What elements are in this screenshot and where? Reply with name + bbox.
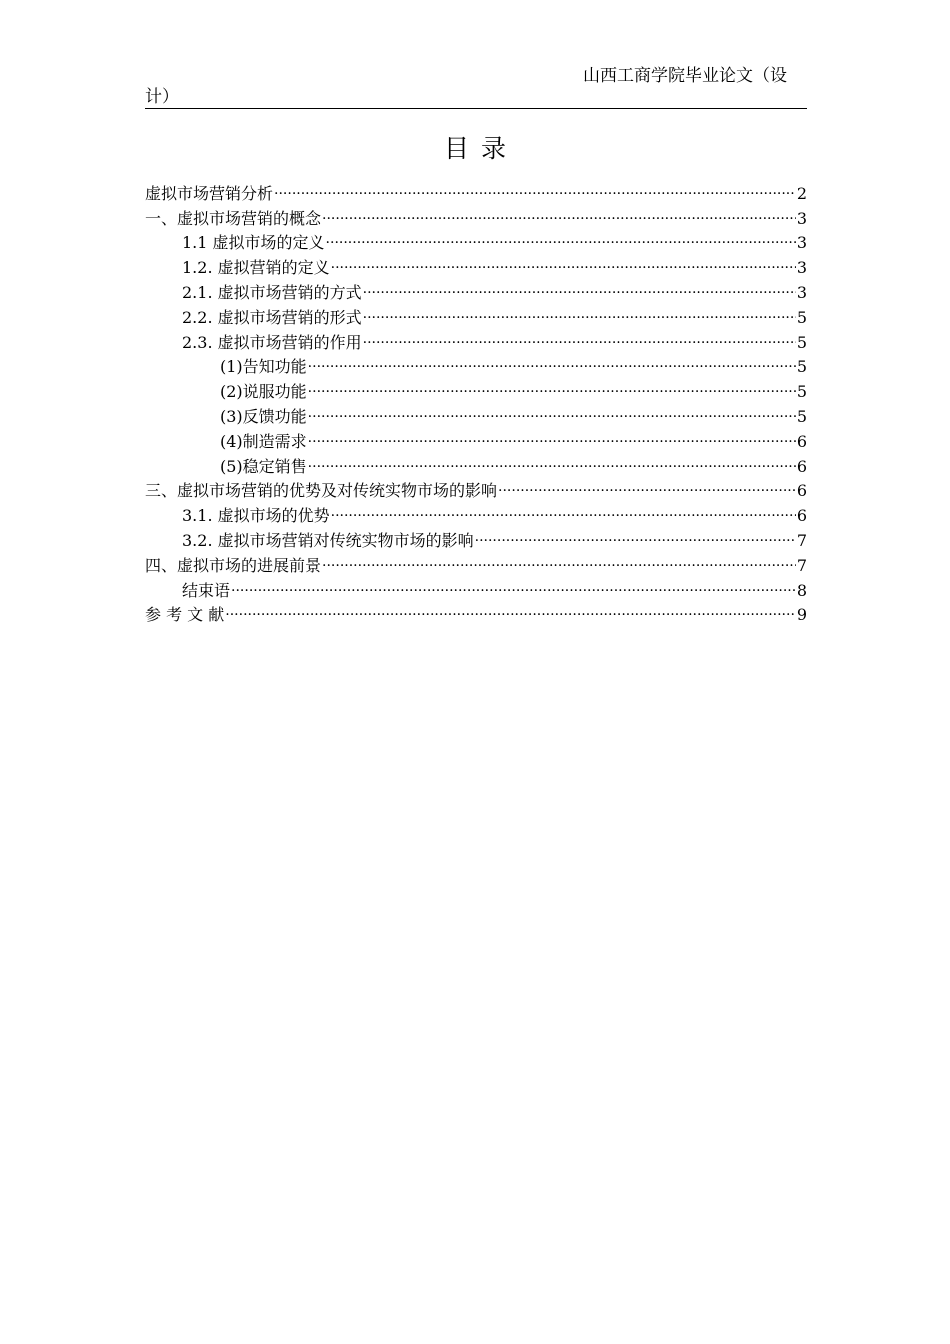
toc-entry-page-number: 6 — [796, 456, 807, 476]
toc-dot-leader — [274, 174, 796, 199]
toc-dot-leader — [363, 273, 796, 298]
toc-entry-page-number: 8 — [796, 580, 807, 600]
page-header — [145, 64, 807, 109]
toc-entry-label: (2)说服功能 — [220, 382, 307, 402]
toc-dot-leader — [331, 248, 796, 273]
toc-entry[interactable] — [145, 571, 807, 600]
toc-dot-leader — [475, 521, 796, 546]
toc-entry-label: 结束语 — [182, 580, 231, 600]
toc-entry-page-number: 7 — [796, 530, 807, 550]
toc-dot-leader — [331, 496, 796, 521]
toc-entry-label: 1.1 虚拟市场的定义 — [182, 233, 325, 253]
toc-entry-label: (3)反馈功能 — [220, 406, 307, 426]
toc-dot-leader — [308, 447, 796, 472]
toc-entry-page-number: 3 — [796, 233, 807, 253]
toc-dot-leader — [308, 397, 796, 422]
header-text-line1: 山西工商学院毕业论文（设 — [583, 66, 787, 86]
toc-dot-leader — [326, 224, 796, 249]
toc-entry-page-number: 5 — [796, 357, 807, 377]
toc-entry-label: 2.3. 虚拟市场营销的作用 — [182, 332, 362, 352]
toc-entry-label: 四、虚拟市场的进展前景 — [145, 555, 322, 575]
toc-entry[interactable] — [145, 174, 807, 203]
toc-entry-label: (5)稳定销售 — [220, 456, 307, 476]
toc-dot-leader — [308, 422, 796, 447]
table-of-contents — [145, 174, 807, 625]
toc-entry-page-number: 6 — [796, 506, 807, 526]
toc-entry-label: 2.1. 虚拟市场营销的方式 — [182, 282, 362, 302]
toc-entry-label: 3.1. 虚拟市场的优势 — [182, 506, 330, 526]
toc-dot-leader — [322, 546, 796, 571]
toc-entry-page-number: 5 — [796, 382, 807, 402]
toc-dot-leader — [231, 571, 796, 596]
toc-dot-leader — [308, 372, 796, 397]
header-text-line2: 计） — [145, 87, 179, 107]
toc-entry-label: 一、虚拟市场营销的概念 — [145, 208, 322, 228]
toc-entry-page-number: 3 — [796, 208, 807, 228]
toc-entry-page-number: 9 — [796, 605, 807, 625]
toc-entry-label: (1)告知功能 — [220, 357, 307, 377]
toc-title: 目录 — [443, 134, 518, 163]
toc-entry-page-number: 7 — [796, 555, 807, 575]
toc-entry-label: 虚拟市场营销分析 — [145, 183, 274, 203]
toc-entry-page-number: 2 — [796, 183, 807, 203]
toc-entry-page-number: 5 — [796, 307, 807, 327]
toc-entry-page-number: 5 — [796, 406, 807, 426]
toc-entry-page-number: 6 — [796, 431, 807, 451]
toc-dot-leader — [363, 298, 796, 323]
toc-entry-label: 三、虚拟市场营销的优势及对传统实物市场的影响 — [145, 481, 498, 501]
toc-entry[interactable] — [145, 596, 807, 625]
toc-dot-leader — [498, 472, 796, 497]
toc-dot-leader — [225, 596, 796, 621]
toc-entry-label: (4)制造需求 — [220, 431, 307, 451]
toc-entry-page-number: 5 — [796, 332, 807, 352]
toc-dot-leader — [322, 199, 796, 224]
toc-entry-label: 参 考 文 献 — [145, 605, 225, 625]
toc-entry-page-number: 3 — [796, 282, 807, 302]
toc-entry-label: 2.2. 虚拟市场营销的形式 — [182, 307, 362, 327]
toc-entry-page-number: 3 — [796, 258, 807, 278]
toc-dot-leader — [363, 323, 796, 348]
toc-dot-leader — [308, 348, 796, 373]
toc-entry-label: 1.2. 虚拟营销的定义 — [182, 258, 330, 278]
toc-entry-page-number: 6 — [796, 481, 807, 501]
toc-entry-label: 3.2. 虚拟市场营销对传统实物市场的影响 — [182, 530, 474, 550]
